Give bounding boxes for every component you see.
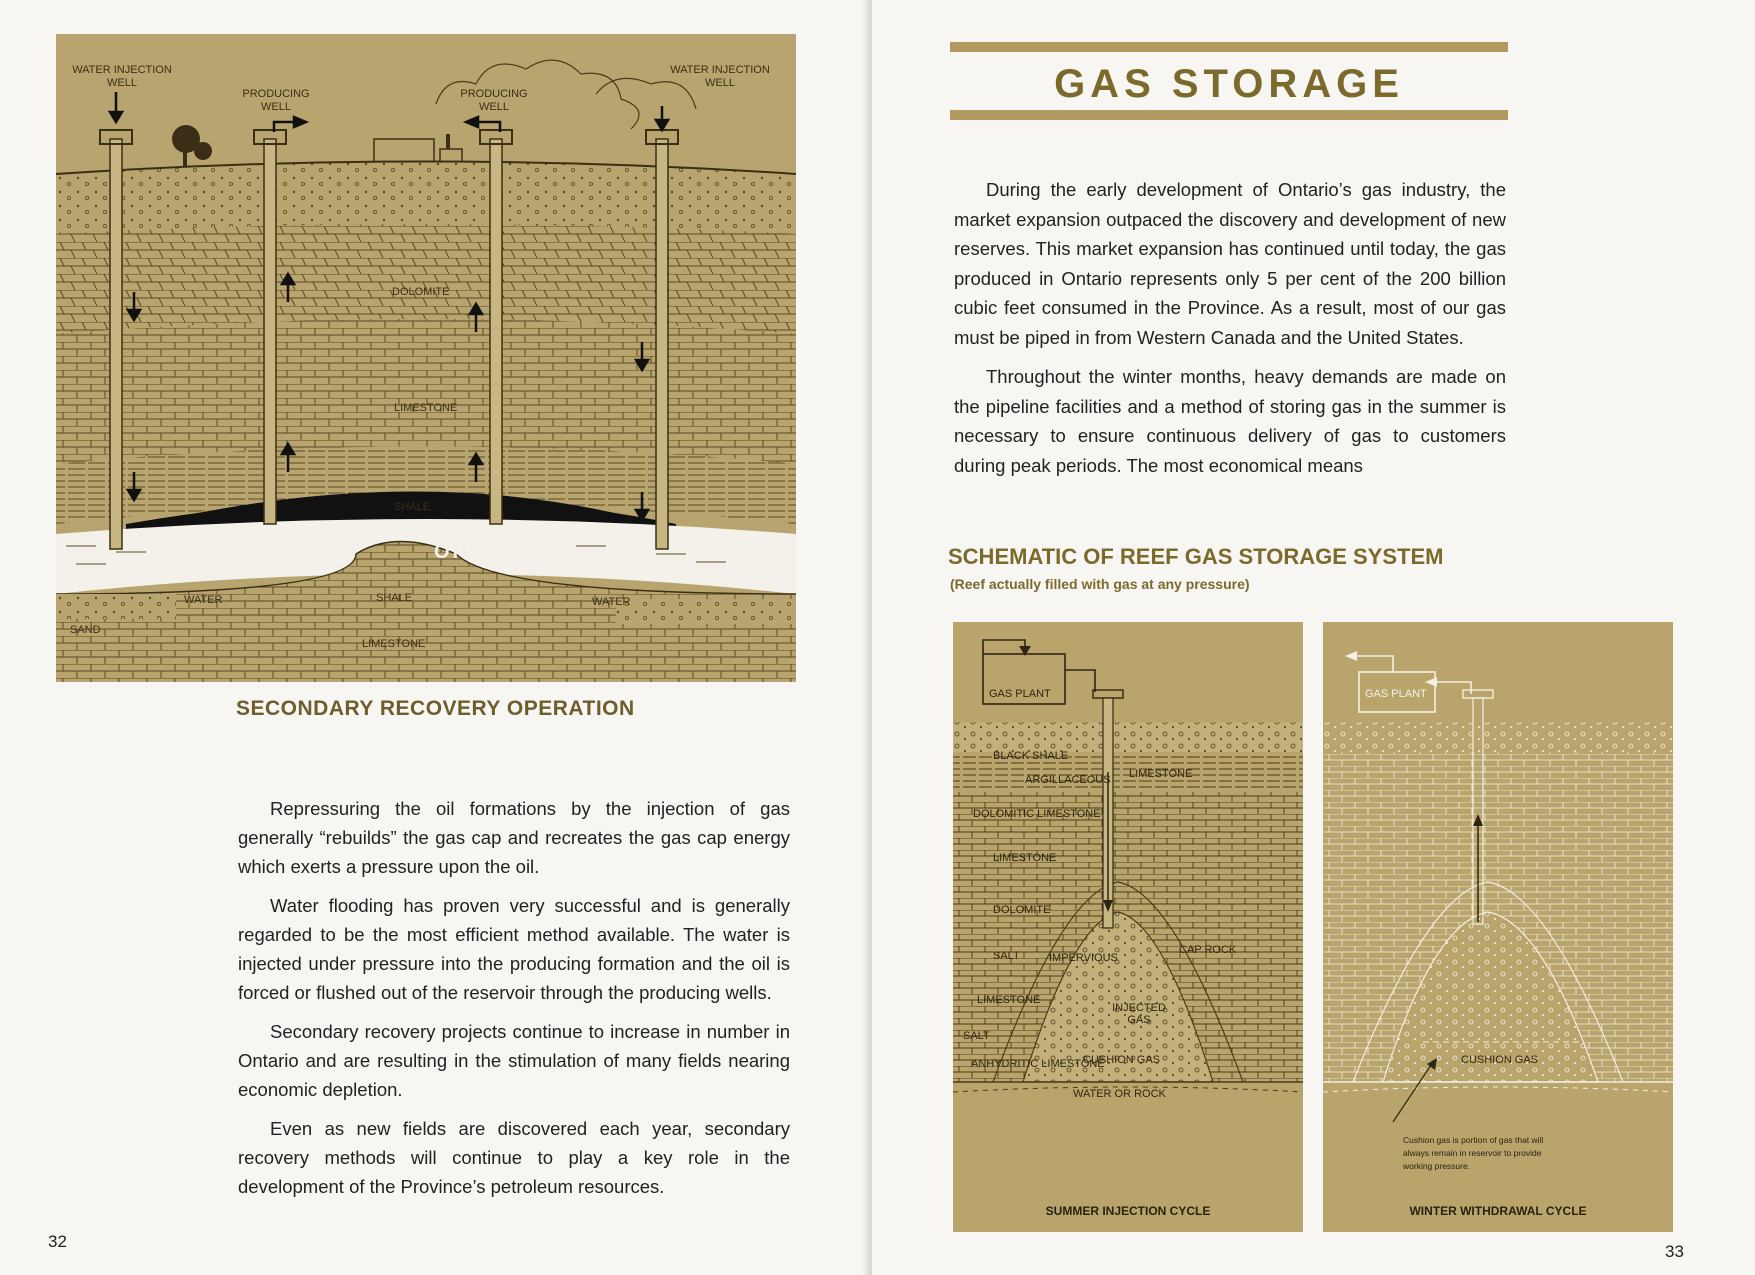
label-black-shale: BLACK SHALE xyxy=(993,750,1069,762)
label-dolomite: DOLOMITE xyxy=(392,286,450,298)
label-limestone-lower: LIMESTONE xyxy=(362,638,426,650)
title-rule-top xyxy=(950,42,1508,52)
label-impervious: IMPERVIOUS xyxy=(1049,952,1118,964)
page-number: 33 xyxy=(1665,1242,1684,1261)
label-cushion-gas: CUSHION GAS xyxy=(1461,1054,1539,1066)
label-argillaceous: ARGILLACEOUS xyxy=(1025,774,1111,786)
label-producing-well-right: PRODUCING WELL xyxy=(460,88,528,113)
label-shale-lower: SHALE xyxy=(376,592,413,604)
paragraph: Water flooding has proven very successful and is generally regarded to be the most efficient method available. The water is injected under pressure into the producing formation and the oil is forced or flushed out of the reservoir through the producing wells. xyxy=(238,895,790,1003)
label-injected-gas: INJECTED GAS xyxy=(1112,1002,1166,1026)
label-cap-rock: CAP ROCK xyxy=(1179,944,1237,956)
summer-caption: SUMMER INJECTION CYCLE xyxy=(1045,1204,1211,1218)
label-cushion-gas: CUSHION GAS xyxy=(1083,1054,1161,1066)
summer-cross-section xyxy=(953,622,1303,1232)
label-producing-well-left: PRODUCING WELL xyxy=(242,88,310,113)
label-water-injection-well-right: WATER INJECTION WELL xyxy=(670,64,770,89)
paragraph: During the early development of Ontario’s gas industry, the market expansion outpaced the discovery and development of new reserves. This market expansion has continued until today, the gas produced in Ontario represents only 5 per cent of the 200 billion cubic feet consumed in the Province. As a result, most of our gas must be piped in from Western Canada and the United States. xyxy=(954,179,1506,348)
label-gas-plant: GAS PLANT xyxy=(1365,688,1427,700)
label-shale: SHALE xyxy=(394,501,431,513)
paragraph: Even as new fields are discovered each year, secondary recovery methods will continue to play a key role in the development of the Province’s petroleum resources. xyxy=(238,1118,790,1197)
cushion-gas-note: Cushion gas is portion of gas that will always remain in reservoir to provide working pressure. xyxy=(1403,1135,1544,1171)
title-rule-bottom xyxy=(950,110,1508,120)
label-salt: SALT xyxy=(993,950,1020,962)
label-sand: SAND xyxy=(70,624,101,636)
label-salt-lower: SALT xyxy=(963,1030,990,1042)
paragraph: Throughout the winter months, heavy demands are made on the pipeline facilities and a method of storing gas in the summer is necessary to ensure continuous delivery of gas to customers during peak periods. The most economical means xyxy=(954,366,1506,476)
label-limestone: LIMESTONE xyxy=(993,852,1057,864)
left-page xyxy=(0,0,870,1275)
cross-section-drawing xyxy=(56,34,796,682)
label-limestone-top: LIMESTONE xyxy=(1129,768,1193,780)
label-limestone-lower: LIMESTONE xyxy=(977,994,1041,1006)
label-dolomitic-limestone: DOLOMITIC LIMESTONE xyxy=(973,808,1101,820)
label-limestone: LIMESTONE xyxy=(394,402,458,414)
page-title: GAS STORAGE xyxy=(1054,62,1404,106)
left-body-text xyxy=(238,794,790,1211)
label-water-or-rock: WATER OR ROCK xyxy=(1073,1088,1166,1100)
right-body-text xyxy=(954,175,1506,490)
page-number: 32 xyxy=(48,1232,67,1251)
winter-withdrawal-panel xyxy=(1323,622,1673,1232)
schematic-title: SCHEMATIC OF REEF GAS STORAGE SYSTEM xyxy=(948,544,1444,569)
label-anhydritic-limestone: ANHYDRITIC LIMESTONE xyxy=(971,1058,1105,1070)
label-water-injection-well-left: WATER INJECTION WELL xyxy=(72,64,172,89)
label-dolomite: DOLOMITE xyxy=(993,904,1051,916)
label-oil: OIL xyxy=(434,541,477,563)
paragraph: Secondary recovery projects continue to increase in number in Ontario and are resulting in the stimulation of many fields nearing economic depletion. xyxy=(238,1021,790,1100)
schematic-subtitle: (Reef actually filled with gas at any pressure) xyxy=(950,576,1250,592)
label-gas-plant: GAS PLANT xyxy=(989,688,1051,700)
label-water-left: WATER xyxy=(184,594,223,606)
figure-caption: SECONDARY RECOVERY OPERATION xyxy=(236,697,635,720)
secondary-recovery-illustration xyxy=(56,34,796,682)
summer-injection-panel xyxy=(953,622,1303,1232)
winter-caption: WINTER WITHDRAWAL CYCLE xyxy=(1409,1204,1587,1218)
paragraph: Repressuring the oil formations by the injection of gas generally “rebuilds” the gas cap and recreates the gas cap energy which exerts a pressure upon the oil. xyxy=(238,798,790,877)
label-water-right: WATER xyxy=(592,596,631,608)
